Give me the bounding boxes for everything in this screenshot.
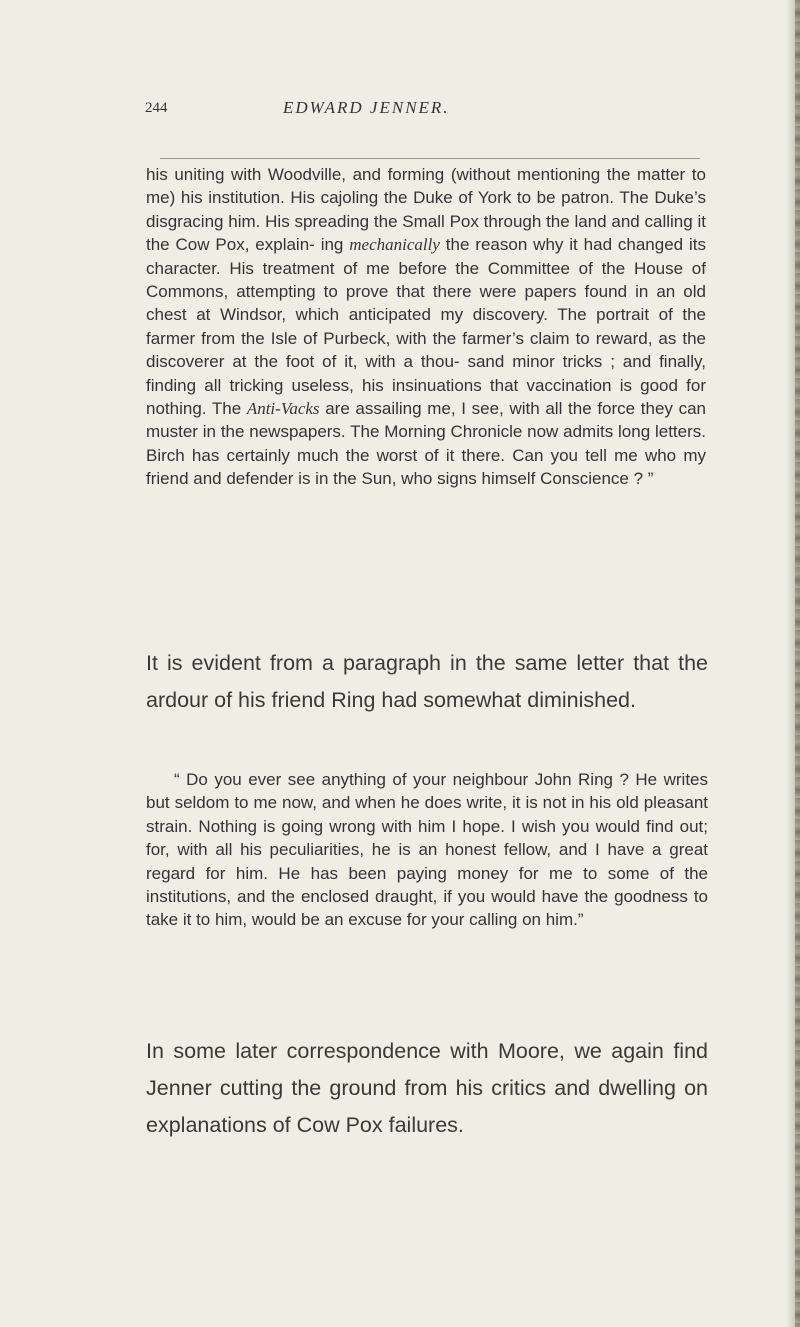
page-edge-strip <box>795 0 800 1327</box>
page-header <box>145 100 705 130</box>
body-paragraph-1: It is evident from a paragraph in the same letter that the ardour of his friend Ring had somewhat diminished. <box>146 651 708 712</box>
quote-1-text-c: are assailing me, I see, with all the force they can muster in the newspapers. The Morning Chronicle now admits long letters. Birch has certainly much the worst of it there. Can you tell me who my friend and defender is in the Sun, who signs himself Conscience ? ” <box>146 399 706 489</box>
letter-quote-1 <box>146 163 706 491</box>
header-rule <box>160 158 700 159</box>
quote-1-text-b: the reason why it had changed its character. His treatment of me before the Committee of the House of Commons, attempting to prove that there were papers found in an old chest at Windsor, which anticipated my discovery. The portrait of the farmer from the Isle of Purbeck, with the farmer’s claim to reward, as the discoverer at the foot of it, with a thou- sand minor tricks ; and finally, finding all tricking useless, his insinuations that vaccination is good for nothing. The <box>146 235 707 419</box>
letter-quote-2: “ Do you ever see anything of your neighbour John Ring ? He writes but seldom to me now, and when he does write, it is not in his old pleasant strain. Nothing is going wrong with him I hope. I wish you would find out; for, with all his peculiarities, he is an honest fellow, and I have a great regard for him. He has been paying money for me to some of the institutions, and the enclosed draught, if you would have the goodness to take it to him, would be an excuse for your calling on him.” <box>146 770 708 930</box>
quote-1-text-a: his uniting with Woodville, and forming (without mentioning the matter to me) his institution. His cajoling the Duke of York to be patron. The Duke’s disgracing him. His spreading the Small Pox through the land and calling it the Cow Pox, explain- ing <box>146 165 706 255</box>
quote-1-italic-mechanically: mechanically <box>349 235 440 255</box>
running-head: EDWARD JENNER. <box>283 98 450 117</box>
body-paragraph-2: In some later correspondence with Moore, we again find Jenner cutting the ground from his critics and dwelling on explanations of Cow Pox failures. <box>146 1039 708 1137</box>
quote-1-italic-anti-vacks: Anti-Vacks <box>246 399 320 419</box>
page-number: 244 <box>145 100 168 116</box>
